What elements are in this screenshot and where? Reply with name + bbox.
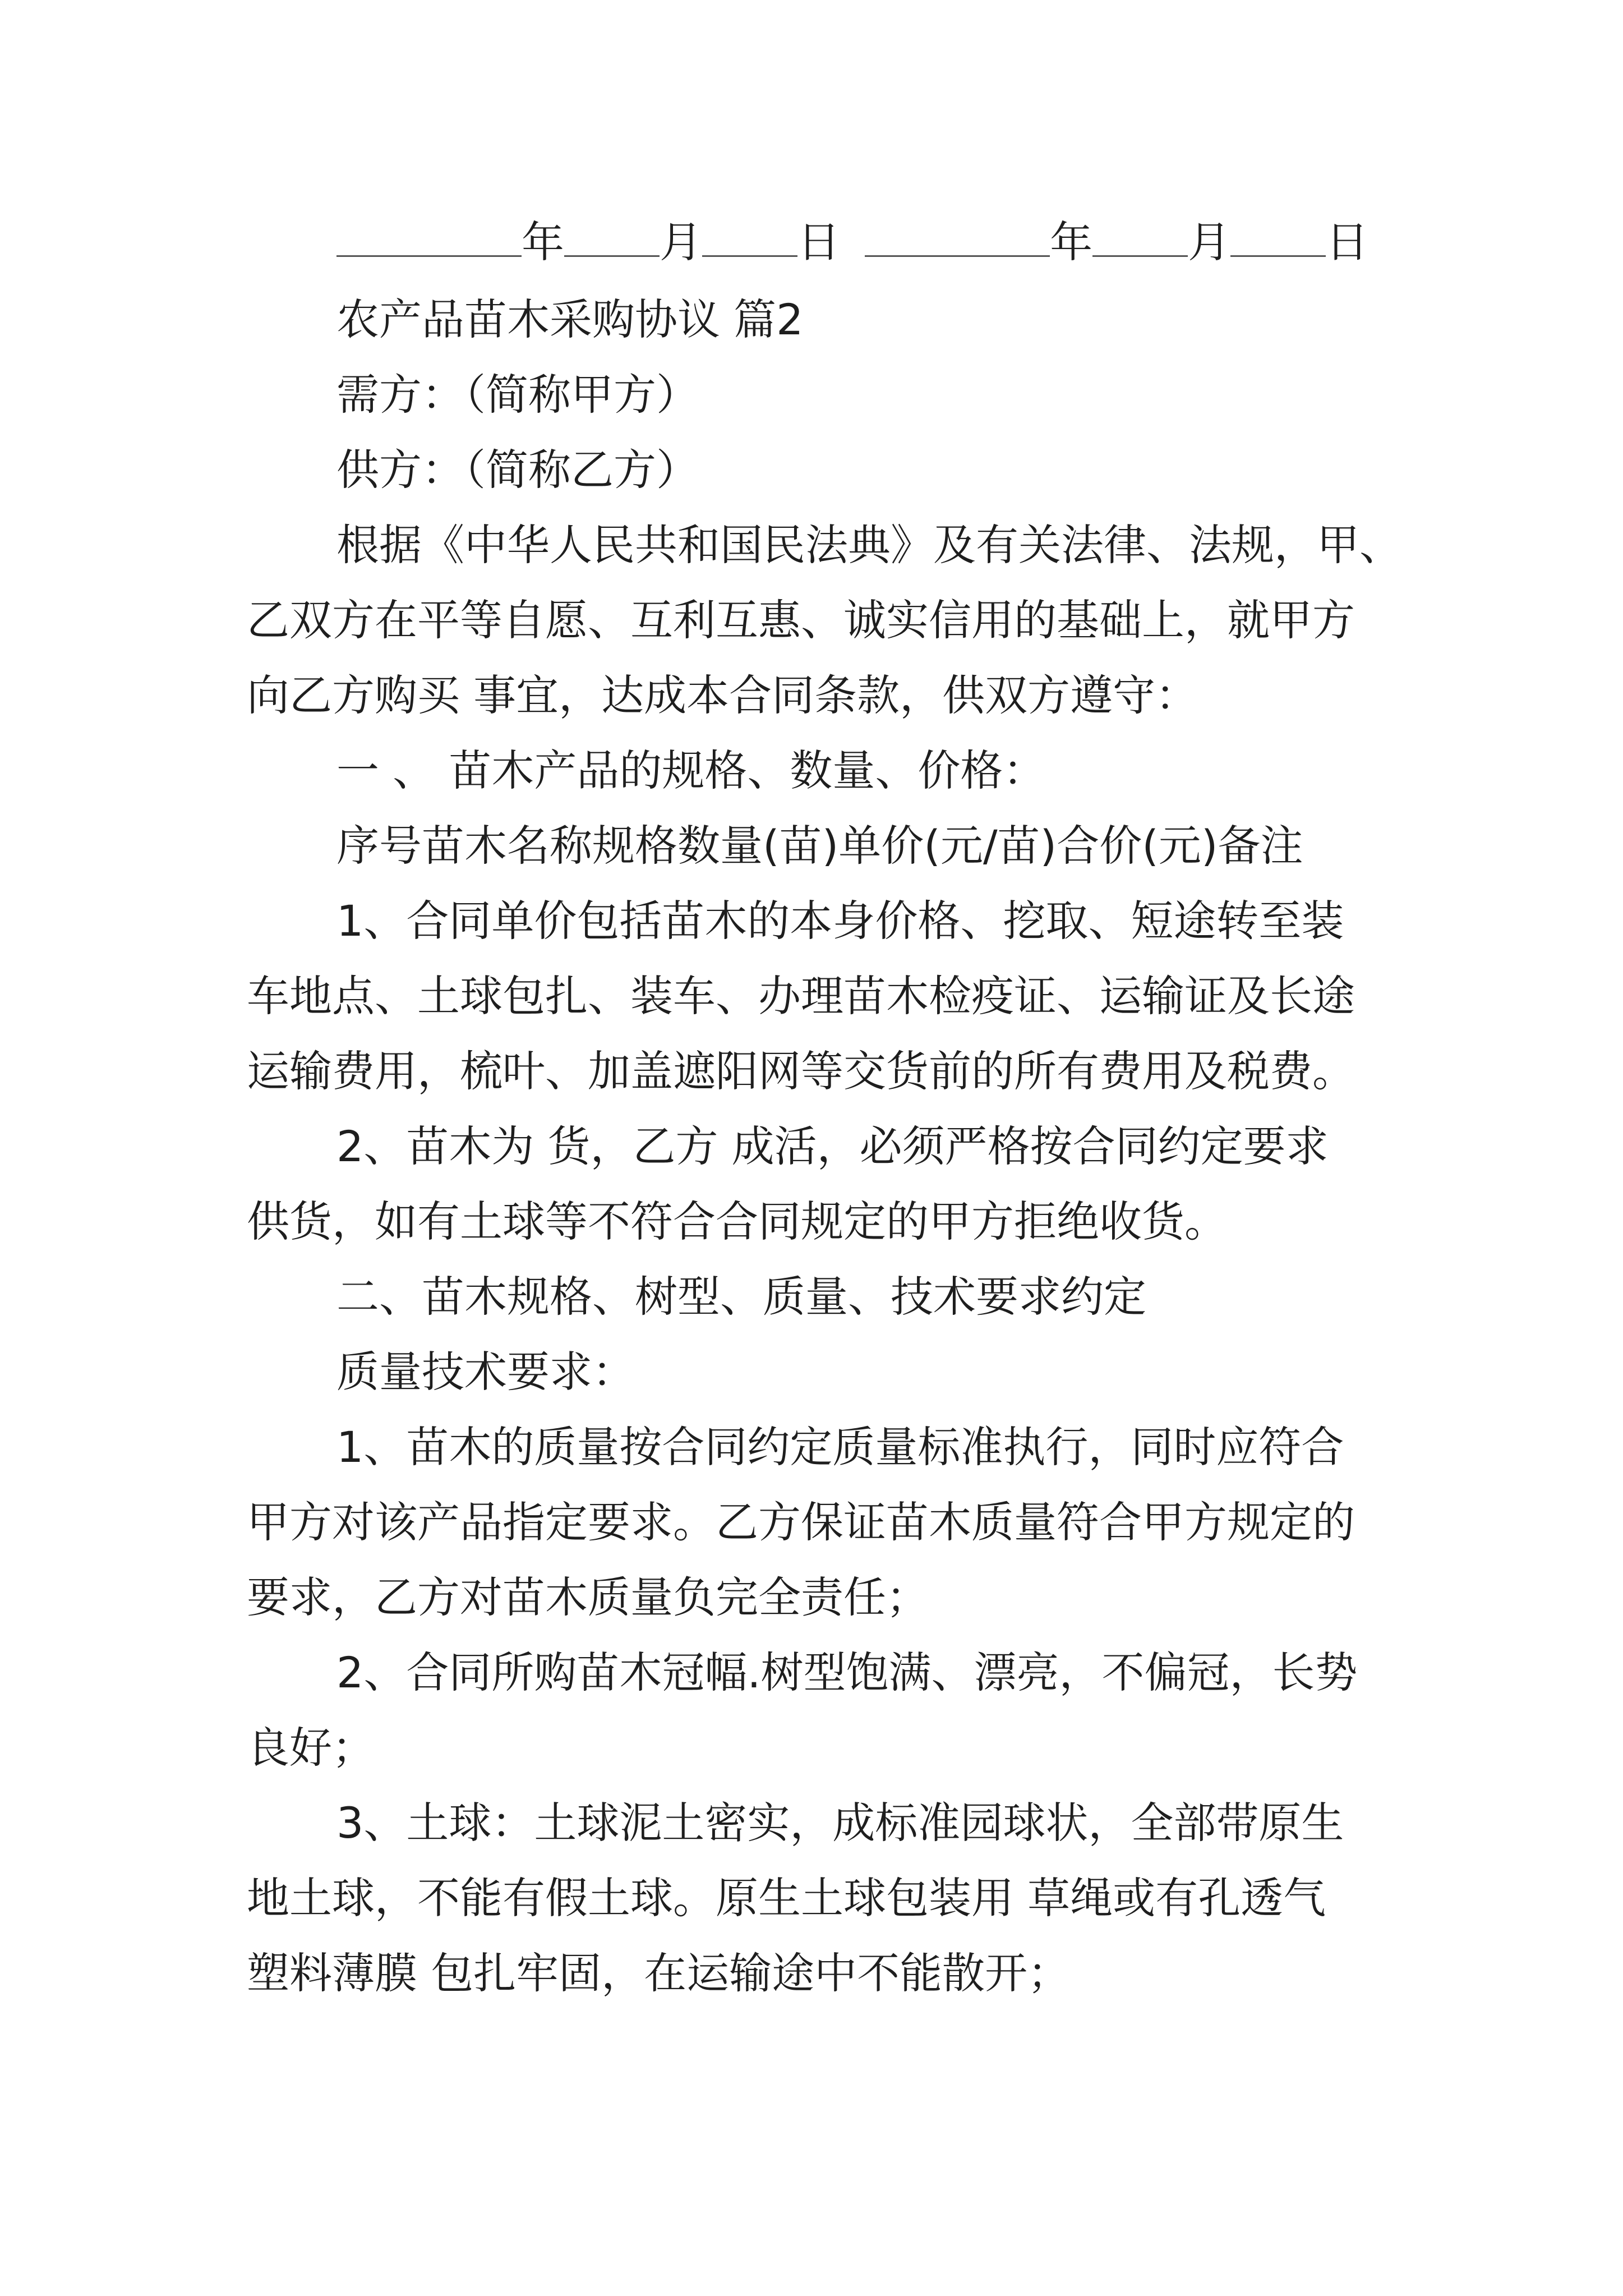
day-blank-2[interactable]	[1230, 253, 1326, 257]
date-line	[336, 217, 1525, 267]
body-line: 良好；	[247, 1723, 375, 1773]
body-line: 要求，乙方对苗木质量负完全责任；	[247, 1572, 929, 1622]
body-line: 向乙方购买 事宜，达成本合同条款，供双方遵守：	[247, 670, 1198, 720]
body-line: 2、合同所购苗木冠幅.树型饱满、漂亮，不偏冠，长势	[336, 1648, 1358, 1697]
body-line: 1、合同单价包括苗木的本身价格、挖取、短途转至装	[336, 896, 1344, 946]
body-line: 供货，如有土球等不符合合同规定的甲方拒绝收货。	[247, 1197, 1227, 1246]
month-blank[interactable]	[564, 253, 660, 257]
body-line: 根据《中华人民共和国民法典》及有关法律、法规，甲、	[336, 520, 1402, 570]
body-line: 甲方对该产品指定要求。乙方保证苗木质量符合甲方规定的	[247, 1497, 1355, 1547]
month-blank-2[interactable]	[1092, 253, 1188, 257]
body-line: 塑料薄膜 包扎牢固，在运输途中不能散开；	[247, 1948, 1071, 1998]
body-line: 3、土球：土球泥土密实，成标准园球状，全部带原生	[336, 1798, 1344, 1848]
month-label-2: 月	[1188, 217, 1231, 267]
body-line: 乙双方在平等自愿、互利互惠、诚实信用的基础上，就甲方	[247, 595, 1355, 645]
body-line: 车地点、土球包扎、装车、办理苗木检疫证、运输证及长途	[247, 971, 1355, 1021]
month-label: 月	[660, 217, 702, 267]
body-line: 运输费用，梳叶、加盖遮阳网等交货前的所有费用及税费。	[247, 1046, 1355, 1096]
body-line: 地土球，不能有假土球。原生土球包装用 草绳或有孔透气	[247, 1873, 1326, 1923]
subheading: 质量技术要求：	[336, 1347, 635, 1397]
body-line: 2、苗木为 货，乙方 成活，必须严格按合同约定要求	[336, 1121, 1329, 1171]
year-blank[interactable]	[336, 253, 522, 257]
supplier-line: 供方：（简称乙方）	[336, 445, 699, 495]
table-header-line: 序号苗木名称规格数量(苗)单价(元/苗)合价(元)备注	[336, 821, 1303, 871]
buyer-line: 需方：（简称甲方）	[336, 370, 699, 420]
section-heading: 一 、 苗木产品的规格、数量、价格：	[336, 746, 1046, 795]
day-label: 日	[797, 217, 840, 267]
year-blank-2[interactable]	[865, 253, 1050, 257]
section-heading: 二、苗木规格、树型、质量、技术要求约定	[336, 1272, 1146, 1322]
year-label: 年	[522, 217, 564, 267]
day-blank[interactable]	[702, 253, 797, 257]
year-label-2: 年	[1050, 217, 1093, 267]
doc-title: 农产品苗木采购协议 篇2	[336, 295, 804, 344]
day-label-2: 日	[1326, 217, 1369, 267]
body-line: 1、苗木的质量按合同约定质量标准执行，同时应符合	[336, 1422, 1344, 1472]
